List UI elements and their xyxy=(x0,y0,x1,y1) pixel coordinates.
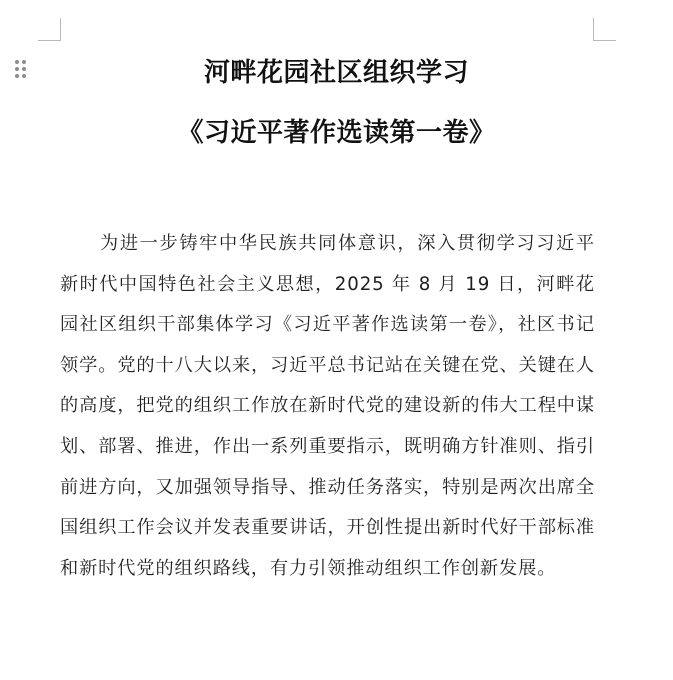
drag-dot xyxy=(22,67,26,71)
drag-dot xyxy=(15,60,19,64)
drag-dot xyxy=(15,67,19,71)
drag-dot xyxy=(22,60,26,64)
drag-handle-icon[interactable] xyxy=(15,60,27,78)
document-title-line2[interactable]: 《习近平著作选读第一卷》 xyxy=(177,118,496,148)
drag-dot xyxy=(22,74,26,78)
page-corner-mark-top-left xyxy=(38,18,61,41)
page-corner-mark-top-right xyxy=(593,18,616,41)
document-title-line1[interactable]: 河畔花园社区组织学习 xyxy=(203,58,469,88)
body-paragraph[interactable]: 为进一步铸牢中华民族共同体意识，深入贯彻学习习近平新时代中国特色社会主义思想，2025 年 8 月 19 日，河畔花园社区组织干部集体学习《习近平著作选读第一卷》，社区书记领学。党的十八大以来，习近平总书记站在关键在党、关键在人的高度，把党的组织工作放在新时代党的建设新的伟大工程中谋划、部署、推进，作出一系列重要指示，既明确方针准则、指引前进方向，又加强领导指导、推动任务落实，特别是两次出席全国组织工作会议并发表重要讲话，开创性提出新时代好干部标准和新时代党的组织路线，有力引领推动组织工作创新发展。 xyxy=(60,233,595,579)
drag-dot xyxy=(15,74,19,78)
